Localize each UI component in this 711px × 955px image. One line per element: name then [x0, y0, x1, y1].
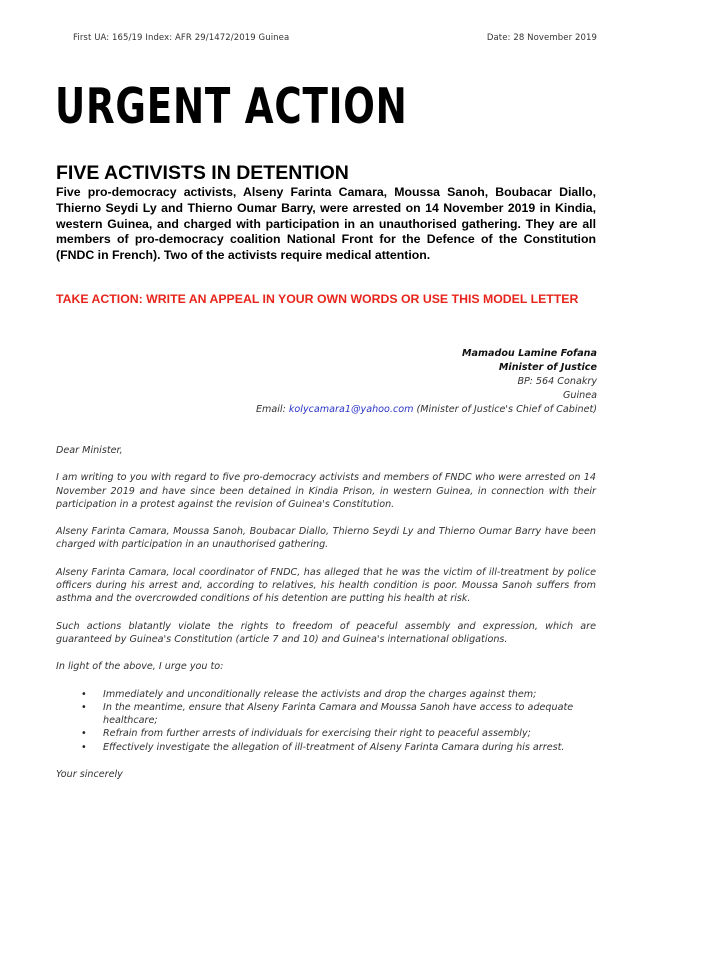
demand-text: Refrain from further arrests of individuals for exercising their right to peaceful assembly; [103, 728, 531, 740]
email-link[interactable]: kolycamara1@yahoo.com [288, 404, 414, 415]
letter-paragraph: In light of the above, I urge you to: [56, 661, 224, 673]
demand-item [81, 741, 596, 754]
letter-paragraph: Alseny Farinta Camara, Moussa Sanoh, Boubacar Diallo, Thierno Seydi Ly and Thierno Oumar Barry have been charged with participation in an unauthorised gathering. [56, 526, 596, 551]
addressee-title: Minister of Justice [498, 362, 597, 373]
demands-list [56, 688, 596, 754]
addressee-name: Mamadou Lamine Fofana [461, 348, 597, 359]
addressee-country: Guinea [562, 390, 597, 401]
addressee-po-box: BP: 564 Conakry [517, 376, 597, 387]
demand-text: In the meantime, ensure that Alseny Farinta Camara and Moussa Sanoh have access to adequate healthcare; [103, 701, 574, 727]
email-note: (Minister of Justice's Chief of Cabinet) [413, 404, 597, 415]
addressee-block [256, 347, 597, 417]
bullet-icon: • [81, 688, 87, 700]
demand-item [81, 701, 596, 728]
model-letter [56, 444, 596, 795]
headline: FIVE ACTIVISTS IN DETENTION [56, 162, 349, 184]
email-label: Email: [255, 404, 289, 415]
header-reference: First UA: 165/19 Index: AFR 29/1472/2019 Guinea [73, 33, 290, 43]
letter-paragraph: I am writing to you with regard to five pro-democracy activists and members of FNDC who were arrested on 14 November 2019 and have since been detained in Kindia Prison, in western Guinea, in connection with their participation in a protest against the revision of Guinea's Constitution. [56, 472, 596, 510]
addressee-email-line [256, 403, 597, 417]
letter-closing: Your sincerely [56, 769, 123, 781]
letter-paragraph: Alseny Farinta Camara, local coordinator of FNDC, has alleged that he was the victim of ill-treatment by police officers during his arrest and, according to relatives, his health condition is poor. Moussa Sanoh suffers from asthma and the overcrowded conditions of his detention are putting his health at risk. [56, 566, 596, 605]
bullet-icon: • [81, 728, 87, 740]
demand-item [81, 688, 596, 701]
letter-paragraph: Such actions blatantly violate the rights to freedom of peaceful assembly and expression, which are guaranteed by Guinea's Constitution (article 7 and 10) and Guinea's international obligations. [56, 620, 596, 645]
bullet-icon: • [81, 741, 87, 753]
page-title: URGENT ACTION [55, 78, 408, 135]
bullet-icon: • [81, 701, 87, 713]
demand-item [81, 727, 596, 740]
letter-salutation: Dear Minister, [56, 445, 123, 456]
demand-text: Effectively investigate the allegation of ill-treatment of Alseny Farinta Camara during his arrest. [103, 741, 565, 753]
summary-paragraph: Five pro-democracy activists, Alseny Farinta Camara, Moussa Sanoh, Boubacar Diallo, Thierno Seydi Ly and Thierno Oumar Barry, were arrested on 14 November 2019 in Kindia, western Guinea, and charged with participation in an unauthorised gathering. They are all members of pro-democracy coalition National Front for the Defence of the Constitution (FNDC in French). Two of the activists require medical attention. [56, 185, 596, 263]
header-date: Date: 28 November 2019 [486, 33, 597, 43]
demand-text: Immediately and unconditionally release the activists and drop the charges against them; [103, 688, 537, 700]
take-action-callout: TAKE ACTION: WRITE AN APPEAL IN YOUR OWN WORDS OR USE THIS MODEL LETTER [56, 292, 579, 306]
